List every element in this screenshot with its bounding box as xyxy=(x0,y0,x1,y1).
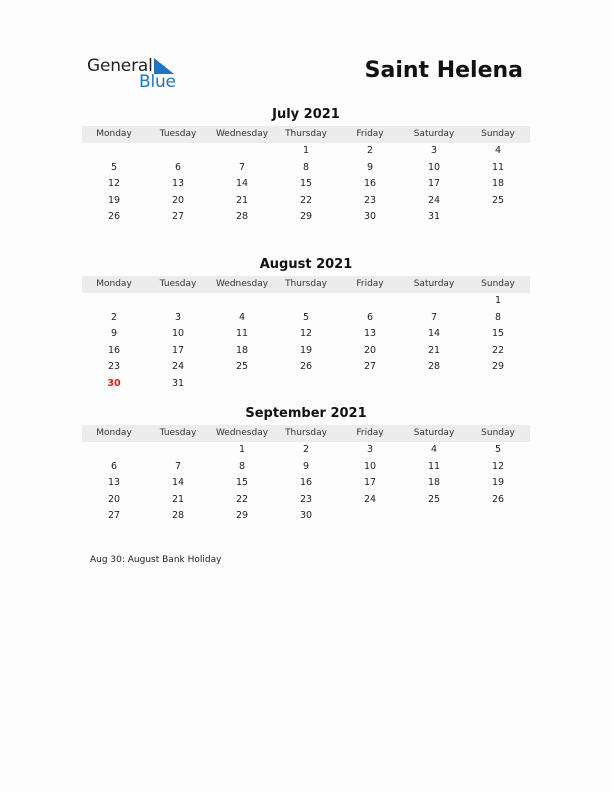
day-cell: 6 xyxy=(110,460,118,472)
day-cell: 14 xyxy=(235,178,249,190)
day-cell: 21 xyxy=(171,493,185,505)
weekday-header: Friday xyxy=(356,279,384,289)
holiday-notes xyxy=(90,555,221,565)
day-cell: 26 xyxy=(491,493,505,505)
day-cell: 30 xyxy=(299,510,313,522)
day-cell: 18 xyxy=(491,178,505,190)
day-cell xyxy=(146,143,210,160)
weekday-header: Sunday xyxy=(481,428,515,438)
day-cell: 30 xyxy=(363,211,377,223)
day-cell xyxy=(210,293,274,310)
day-cell: 5 xyxy=(302,311,310,323)
week-row xyxy=(82,459,530,476)
month-title: July 2021 xyxy=(272,107,340,122)
day-cell: 1 xyxy=(302,145,310,156)
weekday-header: Thursday xyxy=(285,129,327,139)
day-cell: 22 xyxy=(235,493,249,505)
day-cell xyxy=(402,376,466,393)
day-cell: 1 xyxy=(238,444,246,455)
day-cell xyxy=(466,209,530,226)
day-cell: 2 xyxy=(302,444,310,455)
day-cell: 12 xyxy=(299,328,313,340)
day-cell: 16 xyxy=(107,344,121,356)
week-row xyxy=(82,326,530,343)
week-row xyxy=(82,442,530,459)
day-cell: 11 xyxy=(491,161,505,173)
logo-text-general: General xyxy=(87,56,153,76)
day-cell xyxy=(466,508,530,525)
day-cell: 7 xyxy=(430,311,438,323)
day-cell: 17 xyxy=(171,344,185,356)
week-row xyxy=(82,492,530,509)
week-row xyxy=(82,143,530,160)
weekday-header-row xyxy=(82,276,530,293)
day-cell: 20 xyxy=(171,194,185,206)
day-cell: 8 xyxy=(238,460,246,472)
week-row xyxy=(82,310,530,327)
day-cell: 5 xyxy=(494,444,502,455)
day-cell: 6 xyxy=(366,311,374,323)
day-cell: 29 xyxy=(299,211,313,223)
month-september xyxy=(82,405,530,525)
day-cell xyxy=(274,293,338,310)
day-cell: 23 xyxy=(107,361,121,373)
day-cell: 26 xyxy=(107,211,121,223)
weekday-header: Monday xyxy=(96,279,132,289)
day-cell: 7 xyxy=(238,161,246,173)
day-cell xyxy=(274,376,338,393)
day-cell: 16 xyxy=(299,477,313,489)
day-cell xyxy=(466,376,530,393)
day-cell: 27 xyxy=(107,510,121,522)
day-cell: 3 xyxy=(430,145,438,156)
day-cell: 5 xyxy=(110,161,118,173)
week-row xyxy=(82,508,530,525)
day-cell: 14 xyxy=(427,328,441,340)
day-cell: 3 xyxy=(174,311,182,323)
weekday-header: Saturday xyxy=(413,279,455,289)
day-cell: 18 xyxy=(427,477,441,489)
weekday-header-row xyxy=(82,425,530,442)
day-cell xyxy=(82,143,146,160)
weekday-header: Wednesday xyxy=(215,428,269,438)
day-cell: 18 xyxy=(235,344,249,356)
day-cell: 20 xyxy=(363,344,377,356)
day-cell: 25 xyxy=(427,493,441,505)
day-cell: 24 xyxy=(363,493,377,505)
day-cell: 24 xyxy=(427,194,441,206)
day-cell: 21 xyxy=(427,344,441,356)
day-cell: 27 xyxy=(171,211,185,223)
weekday-header: Tuesday xyxy=(159,428,197,438)
weekday-header-row xyxy=(82,126,530,143)
day-cell: 13 xyxy=(363,328,377,340)
day-cell: 11 xyxy=(235,328,249,340)
day-cell: 6 xyxy=(174,161,182,173)
day-cell: 8 xyxy=(494,311,502,323)
day-cell: 17 xyxy=(363,477,377,489)
day-cell: 15 xyxy=(491,328,505,340)
day-cell: 12 xyxy=(491,460,505,472)
day-cell: 16 xyxy=(363,178,377,190)
day-cell: 9 xyxy=(302,460,310,472)
day-cell: 29 xyxy=(235,510,249,522)
weekday-header: Wednesday xyxy=(215,279,269,289)
day-cell: 13 xyxy=(107,477,121,489)
weekday-header: Monday xyxy=(96,129,132,139)
weekday-header: Sunday xyxy=(481,279,515,289)
day-cell: 12 xyxy=(107,178,121,190)
day-cell: 14 xyxy=(171,477,185,489)
week-row xyxy=(82,376,530,393)
week-row xyxy=(82,176,530,193)
day-cell: 22 xyxy=(491,344,505,356)
month-august xyxy=(82,256,530,393)
day-cell: 19 xyxy=(491,477,505,489)
holiday-note: Aug 30: August Bank Holiday xyxy=(90,555,222,565)
weekday-header: Monday xyxy=(96,428,132,438)
day-cell: 10 xyxy=(171,328,185,340)
weekday-header: Wednesday xyxy=(215,129,269,139)
week-row xyxy=(82,293,530,310)
day-cell: 4 xyxy=(430,444,438,455)
day-cell: 11 xyxy=(427,460,441,472)
day-cell: 27 xyxy=(363,361,377,373)
country-title: Saint Helena xyxy=(364,58,523,83)
weekday-header: Thursday xyxy=(285,428,327,438)
weekday-header: Saturday xyxy=(413,129,455,139)
day-cell: 2 xyxy=(366,145,374,156)
day-cell: 24 xyxy=(171,361,185,373)
day-cell: 31 xyxy=(171,377,185,389)
day-cell: 28 xyxy=(235,211,249,223)
month-july xyxy=(82,106,530,226)
day-cell: 28 xyxy=(171,510,185,522)
day-cell xyxy=(82,442,146,459)
day-cell: 22 xyxy=(299,194,313,206)
week-row xyxy=(82,160,530,177)
day-cell xyxy=(146,442,210,459)
weekday-header: Friday xyxy=(356,129,384,139)
day-cell: 19 xyxy=(299,344,313,356)
holiday-day-cell: 30 xyxy=(107,377,121,389)
day-cell xyxy=(338,293,402,310)
day-cell: 7 xyxy=(174,460,182,472)
day-cell: 25 xyxy=(491,194,505,206)
week-row xyxy=(82,209,530,226)
day-cell: 3 xyxy=(366,444,374,455)
day-cell: 15 xyxy=(235,477,249,489)
day-cell: 23 xyxy=(363,194,377,206)
month-title: September 2021 xyxy=(245,406,367,421)
day-cell: 13 xyxy=(171,178,185,190)
day-cell: 4 xyxy=(238,311,246,323)
day-cell: 4 xyxy=(494,145,502,156)
day-cell: 10 xyxy=(427,161,441,173)
logo-text-blue: Blue xyxy=(139,72,176,92)
weekday-header: Thursday xyxy=(285,279,327,289)
day-cell xyxy=(338,376,402,393)
day-cell: 23 xyxy=(299,493,313,505)
week-row xyxy=(82,359,530,376)
weekday-header: Friday xyxy=(356,428,384,438)
day-cell: 25 xyxy=(235,361,249,373)
day-cell xyxy=(402,508,466,525)
day-cell: 21 xyxy=(235,194,249,206)
day-cell: 9 xyxy=(110,328,118,340)
day-cell: 8 xyxy=(302,161,310,173)
weekday-header: Saturday xyxy=(413,428,455,438)
day-cell: 1 xyxy=(494,295,502,306)
day-cell: 2 xyxy=(110,311,118,323)
logo xyxy=(87,56,187,92)
day-cell xyxy=(402,293,466,310)
weekday-header: Tuesday xyxy=(159,129,197,139)
day-cell xyxy=(82,293,146,310)
day-cell: 15 xyxy=(299,178,313,190)
week-row xyxy=(82,475,530,492)
week-row xyxy=(82,193,530,210)
month-title: August 2021 xyxy=(259,257,353,272)
day-cell xyxy=(146,293,210,310)
day-cell: 19 xyxy=(107,194,121,206)
day-cell: 9 xyxy=(366,161,374,173)
weekday-header: Sunday xyxy=(481,129,515,139)
week-row xyxy=(82,343,530,360)
day-cell: 28 xyxy=(427,361,441,373)
day-cell: 20 xyxy=(107,493,121,505)
weekday-header: Tuesday xyxy=(159,279,197,289)
day-cell xyxy=(210,376,274,393)
day-cell xyxy=(210,143,274,160)
day-cell: 31 xyxy=(427,211,441,223)
day-cell: 17 xyxy=(427,178,441,190)
day-cell xyxy=(338,508,402,525)
day-cell: 29 xyxy=(491,361,505,373)
day-cell: 10 xyxy=(363,460,377,472)
day-cell: 26 xyxy=(299,361,313,373)
